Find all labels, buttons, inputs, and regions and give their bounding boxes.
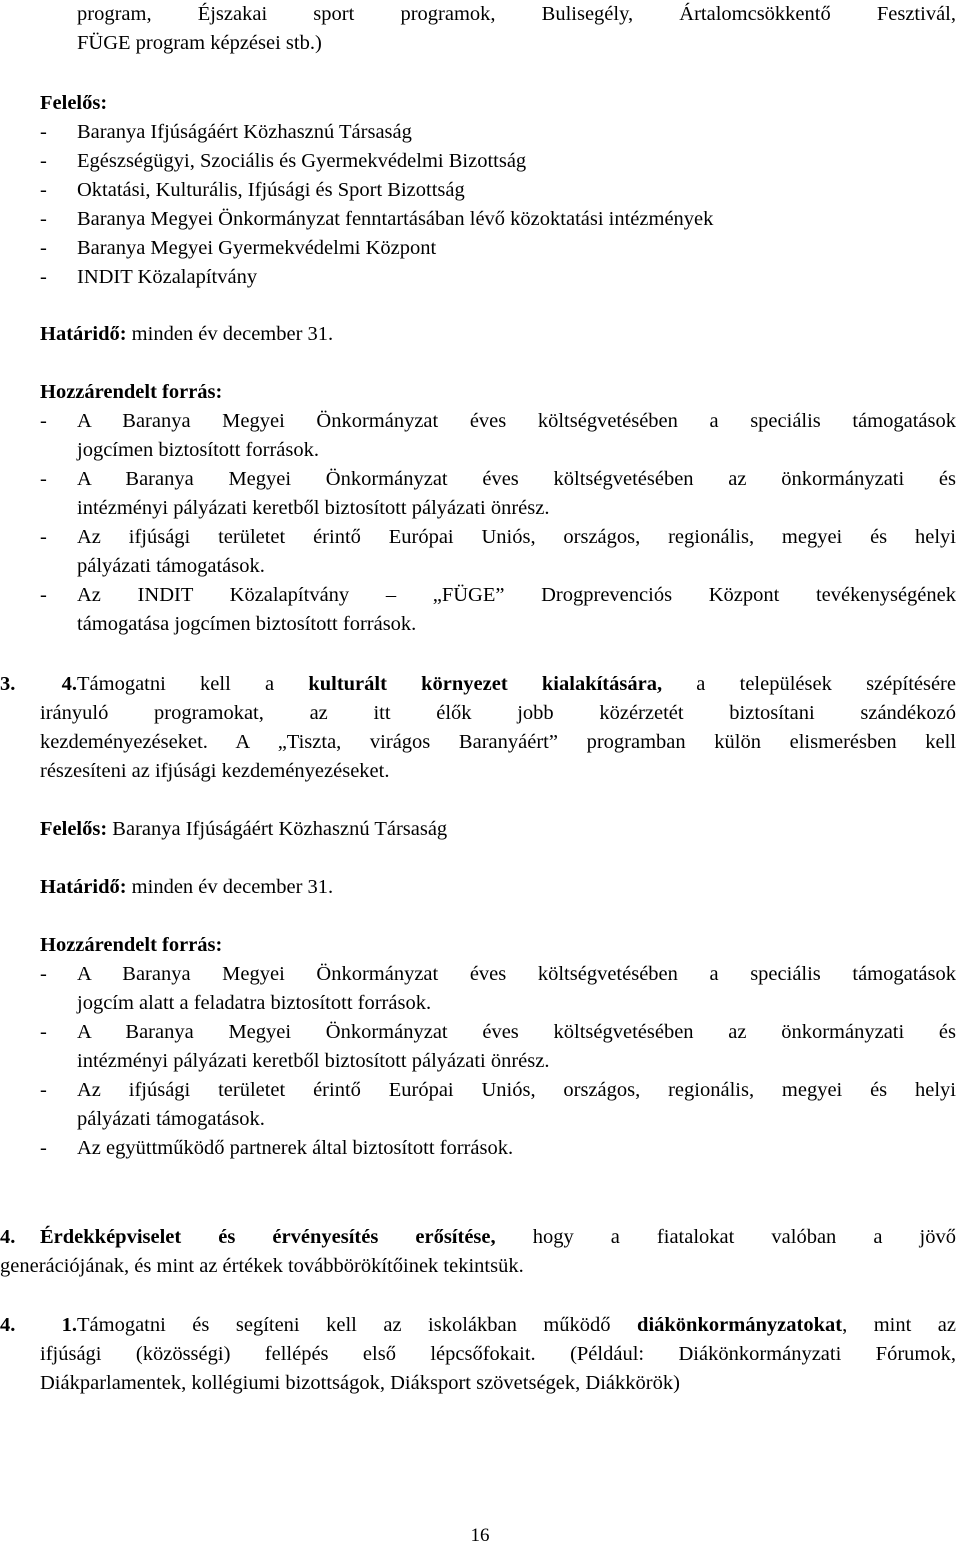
list-item: - INDIT Közalapítvány bbox=[40, 266, 258, 288]
hatarido-value: minden év december 31. bbox=[126, 876, 334, 898]
hatarido-label: Határidő: bbox=[40, 323, 127, 345]
list-item: - Az INDIT Közalapítvány – „FÜGE” Drogprevenciós Központ tevékenységének támogatása jogcímen biztosított források. bbox=[40, 584, 956, 635]
list-item: - A Baranya Megyei Önkormányzat éves költségvetésében a speciális támogatások jogcím alatt a feladatra biztosított források. bbox=[40, 963, 956, 1014]
section-3-4 bbox=[0, 670, 956, 786]
list-item: - Az együttműködő partnerek által biztosított források. bbox=[40, 1137, 514, 1159]
text-line: részesíteni az ifjúsági kezdeményezéseket. bbox=[40, 760, 390, 782]
felelos-label: Felelős: bbox=[40, 818, 108, 840]
forras-label: Hozzárendelt forrás: bbox=[40, 934, 223, 956]
text-line: FÜGE program képzései stb.) bbox=[77, 32, 322, 54]
forras-label: Hozzárendelt forrás: bbox=[40, 381, 223, 403]
felelos-section bbox=[40, 89, 956, 292]
list-item: - Baranya Megyei Önkormányzat fenntartásában lévő közoktatási intézmények bbox=[40, 208, 714, 230]
section-number: 3. 4. bbox=[0, 673, 77, 695]
list-item: - Egészségügyi, Szociális és Gyermekvédelmi Bizottság bbox=[40, 150, 527, 172]
text-line: kezdeményezéseket. A „Tiszta, virágos Baranyáért” programban külön elismerésben kell bbox=[40, 731, 956, 753]
hatarido-line bbox=[40, 320, 956, 349]
text-line: Diákparlamentek, kollégiumi bizottságok, Diáksport szövetségek, Diákkörök) bbox=[40, 1372, 680, 1394]
felelos-value: Baranya Ifjúságáért Közhasznú Társaság bbox=[107, 818, 448, 840]
page-number: 16 bbox=[470, 1525, 490, 1546]
list-item: - Baranya Megyei Gyermekvédelmi Központ bbox=[40, 237, 437, 259]
hatarido-value: minden év december 31. bbox=[126, 323, 334, 345]
text-line: program, Éjszakai sport programok, Bulisegély, Ártalomcsökkentő Fesztivál, bbox=[77, 3, 956, 25]
felelos-label: Felelős: bbox=[40, 92, 108, 114]
hatarido-label: Határidő: bbox=[40, 876, 127, 898]
section-first-line: 3. 4.Támogatni kell a kulturált környezet kialakítására, a települések szépítésére bbox=[0, 670, 956, 699]
felelos-line bbox=[40, 815, 956, 844]
section-first-line: 4. 1.Támogatni és segíteni kell az iskolákban működő diákönkormányzatokat, mint az bbox=[0, 1311, 956, 1340]
text-line: irányuló programokat, az itt élők jobb közérzetét biztosítani szándékozó bbox=[40, 702, 956, 724]
list-item: - Oktatási, Kulturális, Ifjúsági és Sport Bizottság bbox=[40, 179, 465, 201]
list-item: - Az ifjúsági területet érintő Európai Uniós, országos, regionális, megyei és helyi pályázati támogatások. bbox=[40, 526, 956, 577]
forras-section bbox=[40, 378, 956, 639]
hatarido-line bbox=[40, 873, 956, 902]
list-item: - Az ifjúsági területet érintő Európai Uniós, országos, regionális, megyei és helyi pályázati támogatások. bbox=[40, 1079, 956, 1130]
list-item: - Baranya Ifjúságáért Közhasznú Társaság bbox=[40, 121, 412, 143]
list-item: - A Baranya Megyei Önkormányzat éves költségvetésében az önkormányzati és intézményi pályázati keretből biztosított pályázati önrész. bbox=[40, 1021, 956, 1072]
list-item: - A Baranya Megyei Önkormányzat éves költségvetésében az önkormányzati és intézményi pályázati keretből biztosított pályázati önrész. bbox=[40, 468, 956, 519]
forras-section bbox=[40, 931, 956, 1163]
text-line: ifjúsági (közösségi) fellépés első lépcsőfokait. (Például: Diákönkormányzati Fórumok, bbox=[40, 1343, 956, 1365]
text-line: generációjának, és mint az értékek továbbörökítőinek tekintsük. bbox=[0, 1255, 524, 1277]
section-4-1 bbox=[0, 1311, 956, 1398]
section-4 bbox=[0, 1223, 956, 1281]
continuation-text bbox=[77, 0, 956, 58]
list-item: - A Baranya Megyei Önkormányzat éves költségvetésében a speciális támogatások jogcímen biztosított források. bbox=[40, 410, 956, 461]
section-number: 4. 1. bbox=[0, 1314, 77, 1336]
section-number: 4. bbox=[0, 1226, 16, 1248]
section-first-line: 4. Érdekképviselet és érvényesítés erősítése, hogy a fiatalokat valóban a jövő bbox=[0, 1223, 956, 1252]
